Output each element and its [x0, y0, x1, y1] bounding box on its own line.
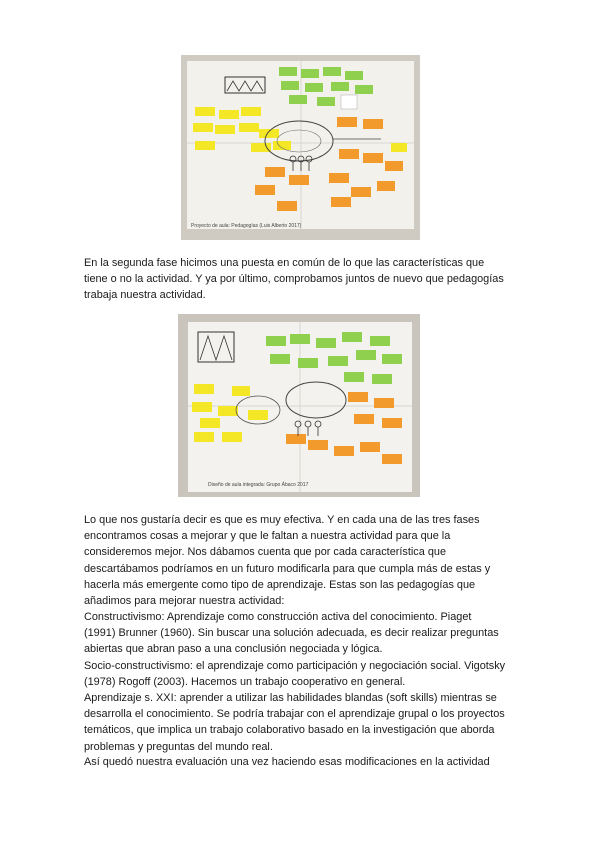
text-line: Así quedó nuestra evaluación una vez haciendo esas modificaciones en la actividad [84, 756, 490, 768]
text-line: Aprendizaje s. XXI: aprender a utilizar las habilidades blandas (soft skills) mientras se [84, 692, 497, 705]
paragraph-final-evaluation [84, 754, 524, 770]
text-line: (1991) Brunner (1960). Sin buscar una solución adecuada, es decir realizar preguntas [84, 627, 499, 640]
text-line: En la segunda fase hicimos una puesta en común de lo que las características que [84, 257, 485, 269]
paragraph-intro-phase-two [84, 255, 524, 304]
text-line: abiertas que abran paso a una conclusión negociada y lógica. [84, 643, 383, 656]
activity-photo-1 [181, 55, 420, 240]
text-line: descartábamos podríamos en un futuro modificarla para que cumpla más de estas y [84, 562, 491, 575]
activity-photo-2 [178, 314, 420, 497]
text-line: añadimos para mejorar nuestra actividad: [84, 595, 285, 608]
photo-caption: Proyecto de aula: Pedagogías (Luis Alberto 2017) [191, 223, 302, 229]
text-line: hacerla más emergente como tipo de aprendizaje. Estas son las pedagogías que [84, 578, 476, 591]
text-line: tiene o no la actividad. Y ya por último, comprobamos juntos de nuevo que pedagogías [84, 273, 504, 286]
paragraph-conclusions [84, 512, 524, 609]
text-line: (1978) Rogoff (2003). Hacemos un trabajo cooperativo en general. [84, 675, 406, 688]
text-line: Lo que nos gustaría decir es que es muy efectiva. Y en cada una de las tres fases [84, 514, 480, 526]
photo-caption: Diseño de aula integrada: Grupo Ábaco 2017 [208, 482, 309, 488]
text-line: temáticos, que implica un trabajo colaborativo basado en la investigación que aborda [84, 724, 495, 737]
paragraph-pedagogies [84, 609, 524, 755]
text-line: trabaja nuestra actividad. [84, 289, 206, 302]
text-line: consideremos mejor. Nos dábamos cuenta que por cada característica que [84, 546, 447, 559]
text-line: desarrolla el conocimiento. Se podría trabajar con el aprendizaje grupal o los proyectos [84, 708, 505, 721]
text-line: problemas y preguntas del mundo real. [84, 740, 273, 753]
text-line: encontramos cosas a mejorar y que le faltan a nuestra actividad para que la [84, 530, 451, 543]
text-line: Socio-constructivismo: el aprendizaje como participación y negociación social. Vigotsky [84, 659, 506, 672]
text-line: Constructivismo: Aprendizaje como construcción activa del conocimiento. Piaget [84, 611, 472, 623]
